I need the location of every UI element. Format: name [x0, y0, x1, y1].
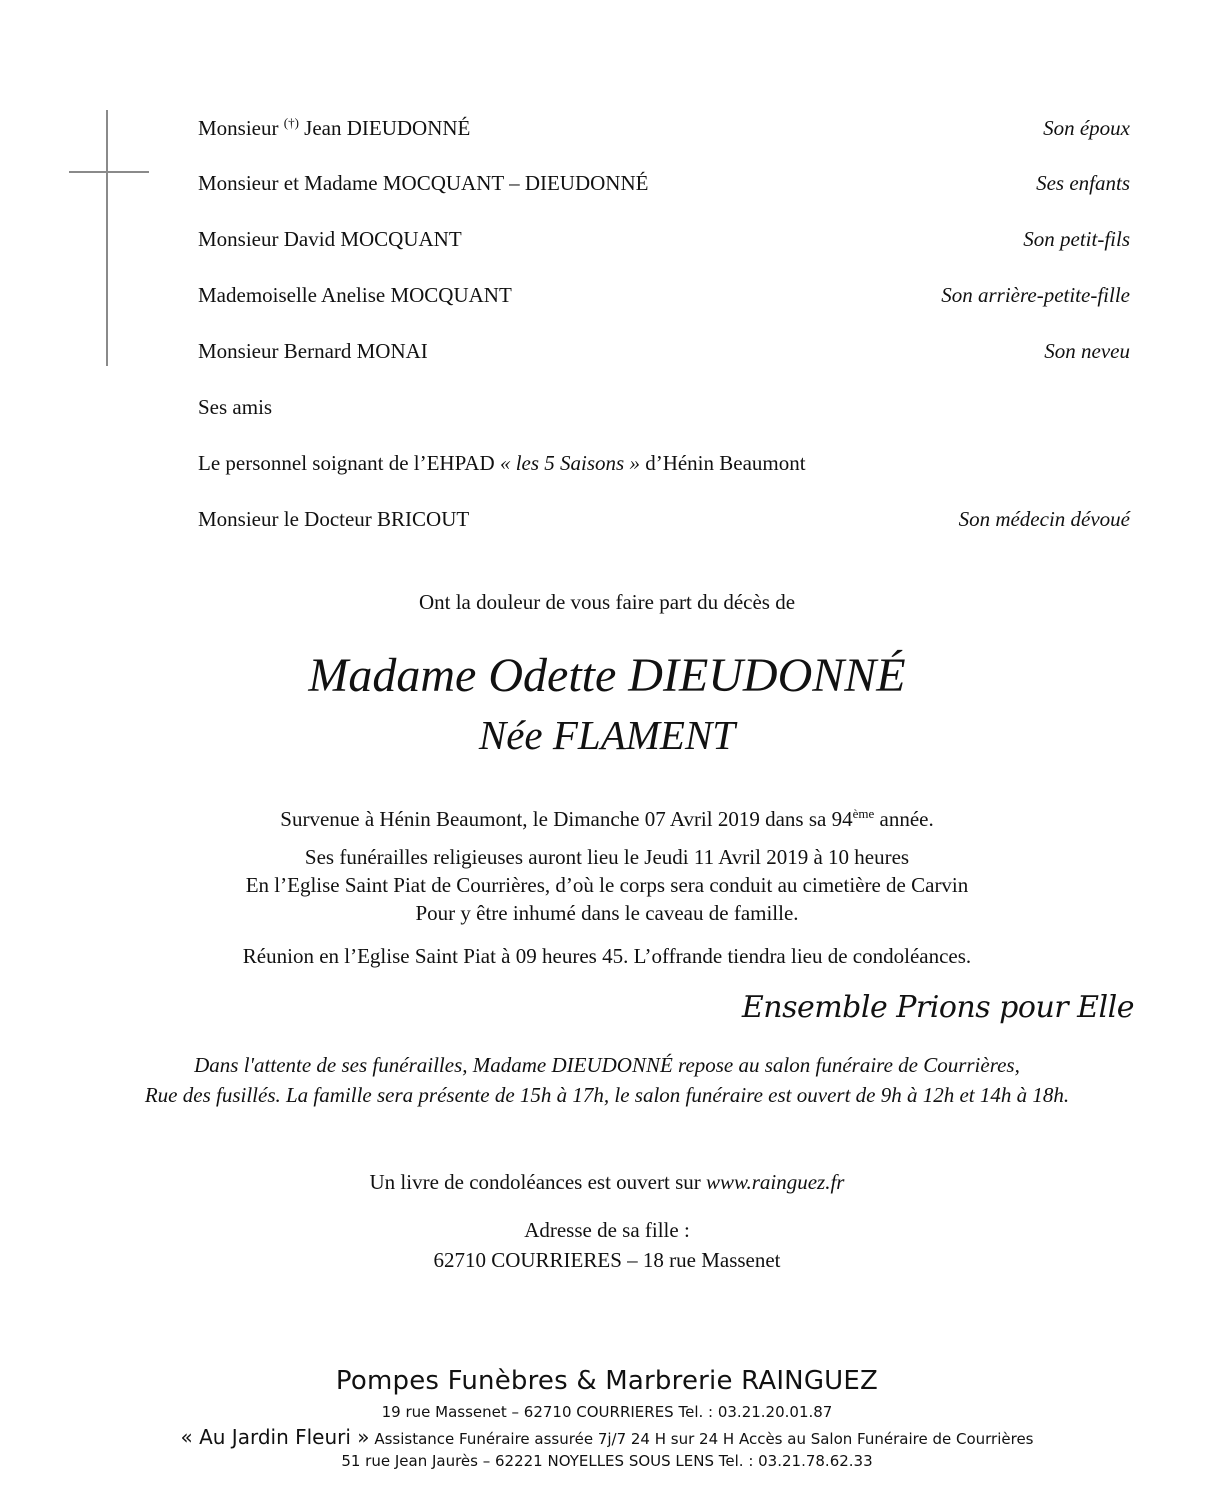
cross-icon-vertical: [106, 110, 108, 366]
family-name: Ses amis: [198, 395, 273, 419]
family-row: [198, 115, 1130, 141]
family-relation: Son arrière-petite-fille: [941, 283, 1130, 307]
family-row: [198, 451, 1130, 476]
condolence-link[interactable]: www.rainguez.fr: [706, 1170, 845, 1194]
family-row: [198, 395, 1130, 420]
family-row: [198, 283, 1130, 308]
family-relation: Son petit-fils: [1023, 227, 1130, 251]
funeral-details: Ses funérailles religieuses auront lieu le Jeudi 11 Avril 2019 à 10 heures En l’Eglise Saint Piat de Courrières, d’où le corps sera conduit au cimetière de Carvin Pour y être inhumé dans le caveau de famille.: [245, 845, 969, 925]
daughter-address: Adresse de sa fille : 62710 COURRIERES – 18 rue Massenet: [433, 1218, 781, 1272]
family-row: [198, 507, 1130, 532]
family-name: Monsieur Bernard MONAI: [198, 339, 428, 363]
footer-address-1: 19 rue Massenet – 62710 COURRIERES Tel. : 03.21.20.01.87: [381, 1403, 833, 1421]
family-name: Monsieur David MOCQUANT: [198, 227, 462, 251]
footer-company: Pompes Funèbres & Marbrerie RAINGUEZ: [335, 1366, 879, 1396]
family-row: [198, 339, 1130, 364]
family-relation: Son époux: [1043, 116, 1130, 140]
death-notice: Survenue à Hénin Beaumont, le Dimanche 07 Avril 2019 dans sa 94ème année.: [280, 806, 934, 831]
maiden-name: Née FLAMENT: [478, 712, 736, 758]
family-name: Mademoiselle Anelise MOCQUANT: [198, 283, 512, 307]
family-relation: Son médecin dévoué: [958, 507, 1130, 531]
visit-notice: Dans l'attente de ses funérailles, Madame DIEUDONNÉ repose au salon funéraire de Courrières, Rue des fusillés. La famille sera présente de 15h à 17h, le salon funéraire est ouvert de 9h à 12h et 14h à 18h.: [144, 1053, 1070, 1107]
condolence-book: Un livre de condoléances est ouvert sur www.rainguez.fr: [369, 1170, 845, 1194]
footer-jardin: « Au Jardin Fleuri » Assistance Funéraire assurée 7j/7 24 H sur 24 H Accès au Salon Funéraire de Courrières: [180, 1425, 1034, 1449]
family-name: Monsieur et Madame MOCQUANT – DIEUDONNÉ: [198, 171, 649, 195]
cross-icon-horizontal: [69, 171, 149, 173]
family-name: Le personnel soignant de l’EHPAD « les 5 Saisons » d’Hénin Beaumont: [198, 451, 806, 475]
announcement-intro: Ont la douleur de vous faire part du décès de: [418, 590, 796, 614]
family-row: [198, 227, 1130, 252]
family-relation: Son neveu: [1044, 339, 1130, 363]
family-name: Monsieur (†) Jean DIEUDONNÉ: [198, 115, 471, 140]
prayer-line: Ensemble Prions pour Elle: [741, 990, 1134, 1025]
reunion-notice: Réunion en l’Eglise Saint Piat à 09 heures 45. L’offrande tiendra lieu de condoléances.: [242, 944, 972, 968]
family-relation: Ses enfants: [1036, 171, 1130, 195]
family-name: Monsieur le Docteur BRICOUT: [198, 507, 470, 531]
footer-address-2: 51 rue Jean Jaurès – 62221 NOYELLES SOUS LENS Tel. : 03.21.78.62.33: [341, 1452, 873, 1470]
family-row: [198, 171, 1130, 196]
deceased-name: Madame Odette DIEUDONNÉ: [308, 649, 906, 702]
